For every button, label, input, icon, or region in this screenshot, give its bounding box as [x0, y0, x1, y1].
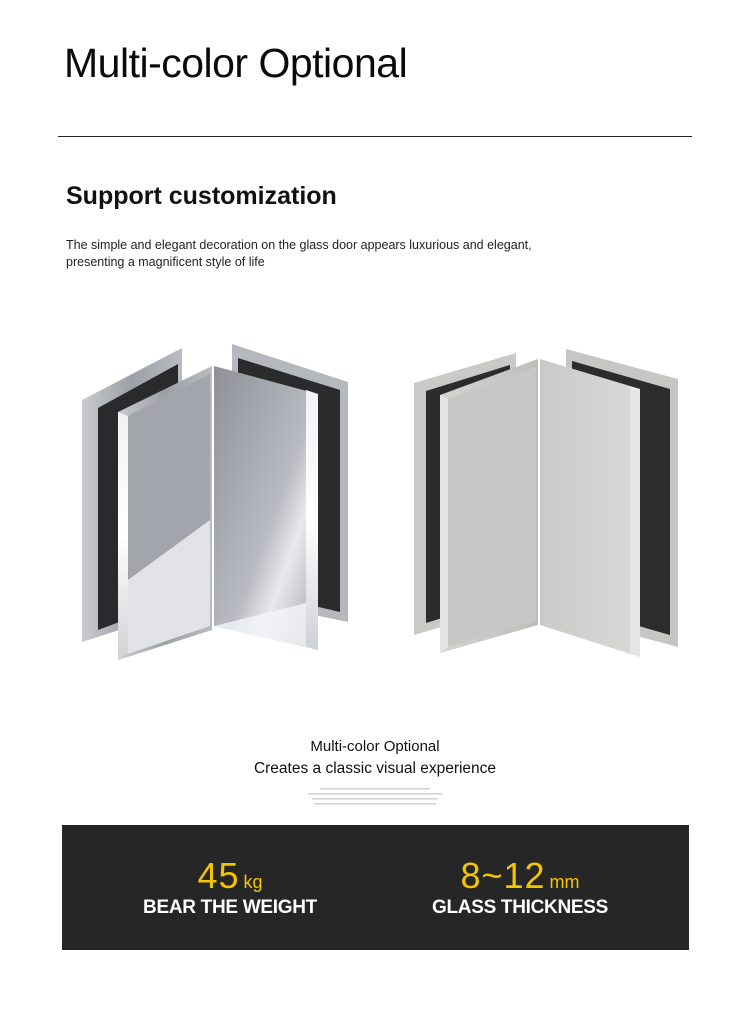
- spec-thickness-unit: mm: [549, 872, 580, 892]
- description-line-2: presenting a magnificent style of life: [66, 255, 265, 269]
- caption-subtitle: Creates a classic visual experience: [253, 760, 497, 777]
- divider: [58, 136, 692, 137]
- section-subtitle: Support customization: [66, 182, 337, 210]
- spec-weight-unit: kg: [243, 872, 263, 892]
- section-description: [66, 237, 626, 271]
- fine-print-decoration: [300, 787, 450, 810]
- spec-weight-label: BEAR THE WEIGHT: [143, 897, 317, 918]
- caption-title: Multi-color Optional: [310, 738, 440, 755]
- product-image-polished: [70, 330, 360, 670]
- product-image-brushed: [400, 335, 690, 665]
- spec-thickness-value: 8~12: [460, 855, 546, 896]
- spec-weight-value: 45: [197, 855, 240, 896]
- spec-thickness-label: GLASS THICKNESS: [431, 897, 609, 918]
- specs-panel: [62, 825, 689, 950]
- page-title: Multi-color Optional: [64, 40, 408, 86]
- fine-print-lines: [300, 787, 450, 809]
- description-line-1: The simple and elegant decoration on the glass door appears luxurious and elegant,: [66, 238, 532, 252]
